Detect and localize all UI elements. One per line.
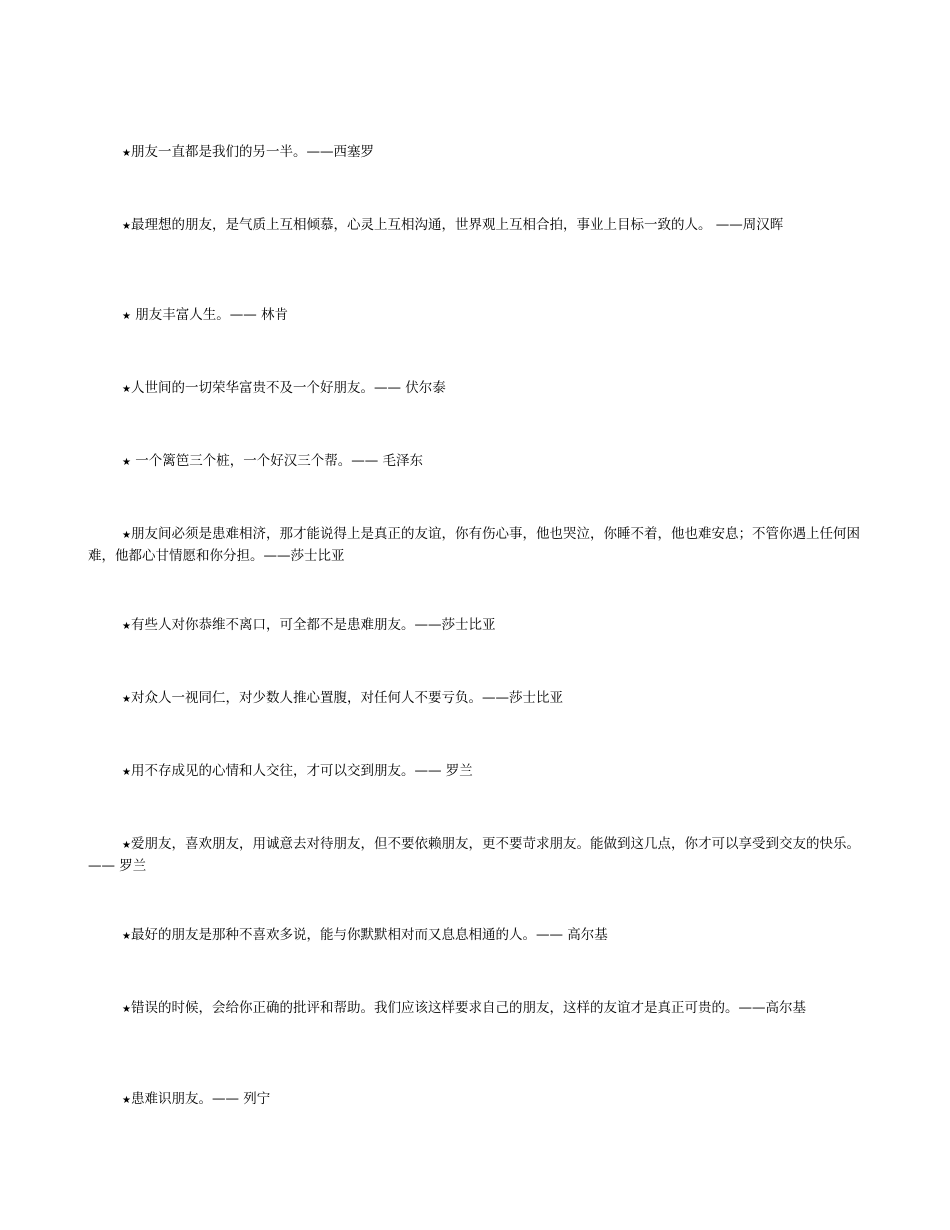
quote-text: 朋友一直都是我们的另一半。——西塞罗: [130, 144, 374, 160]
quote-item: [88, 524, 864, 566]
quote-text: 对众人一视同仁，对少数人推心置腹，对任何人不要亏负。——莎士比亚: [130, 690, 563, 706]
quote-text: 有些人对你恭维不离口，可全都不是患难朋友。——莎士比亚: [130, 617, 496, 633]
quote-item: [88, 1089, 864, 1111]
quote-item: [88, 688, 864, 710]
star-icon: ★: [122, 457, 131, 468]
quote-text: 人世间的一切荣华富贵不及一个好朋友。—— 伏尔泰: [130, 380, 446, 396]
star-icon: ★: [122, 840, 131, 851]
star-icon: ★: [122, 311, 131, 322]
quote-text: 爱朋友，喜欢朋友，用诚意去对待朋友，但不要依赖朋友，更不要苛求朋友。能做到这几点，你才可以享受到交友的快乐。—— 罗兰: [88, 836, 860, 874]
star-icon: ★: [122, 621, 131, 632]
star-icon: ★: [122, 694, 131, 705]
quote-item: [88, 305, 864, 327]
quote-text: 朋友间必须是患难相济，那才能说得上是真正的友谊，你有伤心事，他也哭泣，你睡不着，他也难安息；不管你遇上任何困难，他都心甘情愿和你分担。——莎士比亚: [88, 526, 860, 564]
quote-item: [88, 142, 864, 164]
star-icon: ★: [122, 767, 131, 778]
quote-text: 最理想的朋友，是气质上互相倾慕，心灵上互相沟通，世界观上互相合拍，事业上目标一致的人。 ——周汉晖: [130, 217, 784, 233]
quote-item: [88, 998, 864, 1020]
quote-text: 错误的时候，会给你正确的批评和帮助。我们应该这样要求自己的朋友，这样的友谊才是真正可贵的。——高尔基: [130, 1000, 806, 1016]
star-icon: ★: [122, 1095, 131, 1106]
quote-item: [88, 761, 864, 783]
quote-text: 用不存成见的心情和人交往，才可以交到朋友。—— 罗兰: [130, 763, 473, 779]
quote-text: 患难识朋友。—— 列宁: [130, 1091, 271, 1107]
quote-item: [88, 615, 864, 637]
quote-item: [88, 451, 864, 473]
quote-item: [88, 834, 864, 876]
star-icon: ★: [122, 931, 131, 942]
star-icon: ★: [122, 530, 131, 541]
quote-text: 一个篱笆三个桩，一个好汉三个帮。—— 毛泽东: [130, 453, 424, 469]
quote-text: 最好的朋友是那种不喜欢多说，能与你默默相对而又息息相通的人。—— 高尔基: [130, 927, 608, 943]
quote-item: [88, 925, 864, 947]
quote-text: 朋友丰富人生。—— 林肯: [130, 307, 289, 323]
star-icon: ★: [122, 1004, 131, 1015]
quote-item: [88, 378, 864, 400]
star-icon: ★: [122, 221, 131, 232]
quote-item: [88, 215, 864, 237]
star-icon: ★: [122, 148, 131, 159]
star-icon: ★: [122, 384, 131, 395]
